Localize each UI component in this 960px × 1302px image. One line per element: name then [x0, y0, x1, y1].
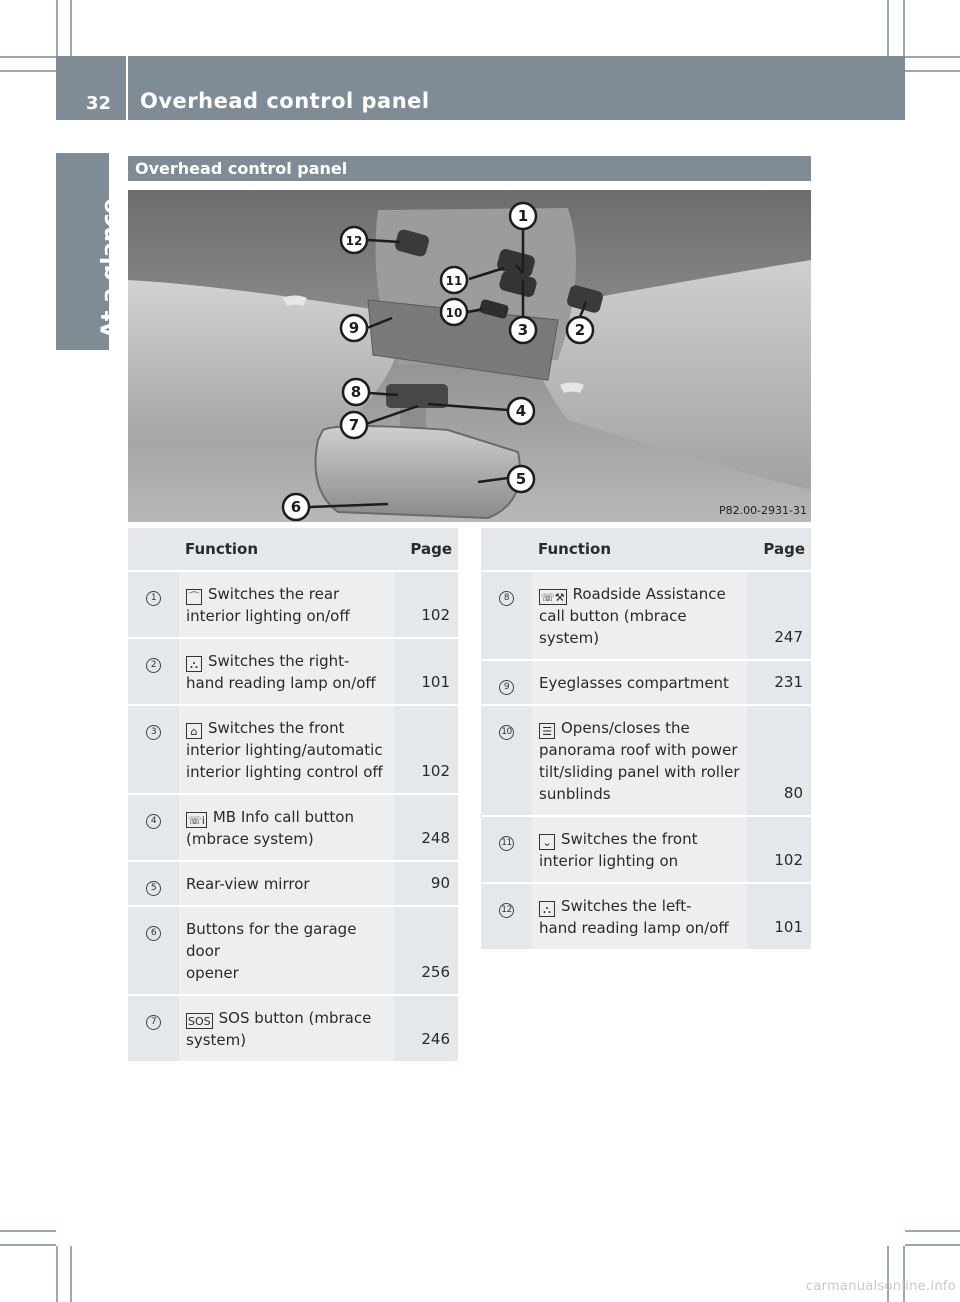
item-description: [179, 571, 394, 638]
page-reference: 102: [394, 705, 458, 794]
page-reference: 102: [394, 571, 458, 638]
crop-mark: [0, 70, 56, 72]
page-number: 32: [86, 93, 112, 114]
description-line: tilt/sliding panel with roller: [539, 763, 740, 781]
item-number: 8: [499, 591, 514, 606]
callout-11: [441, 267, 467, 293]
item-description: [179, 906, 394, 995]
item-number-cell: [128, 906, 179, 995]
item-description: [532, 816, 747, 883]
item-description: [532, 571, 747, 660]
crop-mark: [905, 1244, 960, 1246]
page-reference: 247: [747, 571, 811, 660]
crop-mark: [0, 1230, 56, 1232]
callout-3: [510, 317, 536, 343]
description-line: Switches the front: [208, 719, 345, 737]
table-header-blank: [128, 528, 179, 571]
item-number-cell: [128, 705, 179, 794]
item-number-cell: [128, 638, 179, 705]
callout-8-label: 8: [350, 383, 362, 401]
callout-12: [341, 227, 367, 253]
description-line: opener: [186, 964, 239, 982]
item-number: 11: [499, 836, 514, 851]
table-header-row: [128, 528, 458, 571]
item-number: 2: [146, 658, 161, 673]
item-description: [179, 638, 394, 705]
description-line: system): [186, 1031, 247, 1049]
item-number-cell: [481, 571, 532, 660]
description-line: SOS button (mbrace: [218, 1009, 372, 1027]
description-line: Eyeglasses compartment: [539, 674, 729, 692]
item-number: 9: [499, 680, 514, 695]
overhead-panel-photo: [128, 190, 811, 522]
front-interior-light-off-icon: ⌂: [186, 723, 202, 739]
description-line: panorama roof with power: [539, 741, 738, 759]
callout-2-label: 2: [574, 321, 586, 339]
section-heading: Overhead control panel: [128, 156, 811, 181]
description-line: Rear-view mirror: [186, 875, 310, 893]
description-line: call button (mbrace: [539, 607, 687, 625]
item-description: [532, 660, 747, 705]
callout-9-label: 9: [348, 319, 360, 337]
crop-mark: [905, 70, 960, 72]
table-row: [128, 995, 458, 1061]
callout-7-label: 7: [348, 416, 360, 434]
description-line: MB Info call button: [212, 808, 354, 826]
callout-6: [283, 494, 309, 520]
crop-mark: [56, 1246, 58, 1302]
panorama-roof-icon: ☰: [539, 723, 555, 739]
callout-4: [508, 398, 534, 424]
description-line: interior lighting/automatic: [186, 741, 383, 759]
header-title: Overhead control panel: [140, 89, 430, 113]
item-number: 5: [146, 881, 161, 896]
header-divider: [126, 56, 128, 120]
crop-mark: [903, 0, 905, 56]
page-reference: 101: [394, 638, 458, 705]
page-reference: 248: [394, 794, 458, 861]
table-row: [481, 571, 811, 660]
table-header-page: Page: [394, 528, 458, 571]
page-header: [56, 56, 905, 120]
reading-lamp-icon: ⛬: [186, 656, 202, 672]
description-line: Roadside Assistance: [572, 585, 726, 603]
crop-mark: [887, 0, 889, 56]
page-reference: 101: [747, 883, 811, 949]
description-line: hand reading lamp on/off: [186, 674, 376, 692]
item-number-cell: [481, 816, 532, 883]
callout-5-label: 5: [515, 470, 527, 488]
callout-5: [508, 466, 534, 492]
table-row: [128, 638, 458, 705]
photo-reference-code: P82.00-2931-31: [718, 504, 807, 517]
item-description: [179, 995, 394, 1061]
item-number: 10: [499, 725, 514, 740]
crop-mark: [0, 1244, 56, 1246]
function-table-left-body: [128, 571, 458, 1061]
page-reference: 231: [747, 660, 811, 705]
item-number: 4: [146, 814, 161, 829]
table-row: [128, 861, 458, 906]
item-number-cell: [128, 794, 179, 861]
function-table-left: [128, 528, 458, 1061]
item-number-cell: [128, 995, 179, 1061]
table-row: [481, 883, 811, 949]
crop-mark: [70, 0, 72, 56]
sos-button-icon: SOS: [188, 1015, 211, 1028]
callout-11-label: 11: [445, 274, 463, 288]
callout-6-label: 6: [290, 498, 302, 516]
callout-12-label: 12: [345, 234, 363, 248]
item-number: 3: [146, 725, 161, 740]
side-tab-label: At a glance: [98, 198, 123, 338]
item-number-cell: [481, 705, 532, 816]
front-interior-light-on-icon: ⌄: [539, 834, 555, 850]
description-line: system): [539, 629, 600, 647]
callout-4-label: 4: [515, 402, 527, 420]
page-reference: 246: [394, 995, 458, 1061]
item-number-cell: [128, 571, 179, 638]
description-line: interior lighting control off: [186, 763, 383, 781]
description-line: interior lighting on: [539, 852, 679, 870]
crop-mark: [905, 1230, 960, 1232]
description-line: Switches the left-: [561, 897, 692, 915]
callout-10: [441, 299, 467, 325]
callout-3-label: 3: [517, 321, 529, 339]
callout-8: [343, 379, 369, 405]
crop-mark: [0, 56, 56, 58]
description-line: (mbrace system): [186, 830, 314, 848]
description-line: hand reading lamp on/off: [539, 919, 729, 937]
overhead-panel-illustration: [128, 190, 811, 522]
item-number-cell: [481, 660, 532, 705]
item-description: [179, 705, 394, 794]
page-reference: 90: [394, 861, 458, 906]
callout-2: [567, 317, 593, 343]
item-number-cell: [481, 883, 532, 949]
description-line: Switches the front: [561, 830, 698, 848]
reading-lamp-icon: ⛬: [539, 901, 555, 917]
mb-info-call-icon: ☏i: [188, 814, 205, 827]
item-number-cell: [128, 861, 179, 906]
item-number: 7: [146, 1015, 161, 1030]
item-description: [532, 883, 747, 949]
description-line: sunblinds: [539, 785, 611, 803]
item-description: [179, 794, 394, 861]
crop-mark: [70, 1246, 72, 1302]
roadside-assistance-icon: ☏⚒: [541, 591, 565, 604]
table-row: [128, 571, 458, 638]
page-reference: 256: [394, 906, 458, 995]
item-number: 6: [146, 926, 161, 941]
table-header-blank: [481, 528, 532, 571]
item-description: [179, 861, 394, 906]
callout-9: [341, 315, 367, 341]
callout-10-label: 10: [445, 306, 463, 320]
table-row: [128, 705, 458, 794]
table-header-row: [481, 528, 811, 571]
rear-interior-light-icon: ⌒: [186, 589, 202, 605]
table-row: [481, 705, 811, 816]
table-row: [481, 816, 811, 883]
description-line: Buttons for the garage door: [186, 920, 357, 960]
crop-mark: [56, 0, 58, 56]
page-reference: 80: [747, 705, 811, 816]
function-table-right-body: [481, 571, 811, 949]
function-table-right: [481, 528, 811, 949]
table-header-function: Function: [179, 528, 394, 571]
table-header-page: Page: [747, 528, 811, 571]
table-row: [128, 794, 458, 861]
callout-1: [510, 203, 536, 229]
table-header-function: Function: [532, 528, 747, 571]
crop-mark: [905, 56, 960, 58]
description-line: Switches the rear: [208, 585, 340, 603]
item-number: 12: [499, 903, 514, 918]
table-row: [128, 906, 458, 995]
page-reference: 102: [747, 816, 811, 883]
description-line: interior lighting on/off: [186, 607, 350, 625]
description-line: Switches the right-: [208, 652, 350, 670]
description-line: Opens/closes the: [561, 719, 690, 737]
callout-7: [341, 412, 367, 438]
item-number: 1: [146, 591, 161, 606]
callout-1-label: 1: [517, 207, 529, 225]
table-row: [481, 660, 811, 705]
watermark: carmanualsonline.info: [805, 1279, 956, 1294]
item-description: [532, 705, 747, 816]
